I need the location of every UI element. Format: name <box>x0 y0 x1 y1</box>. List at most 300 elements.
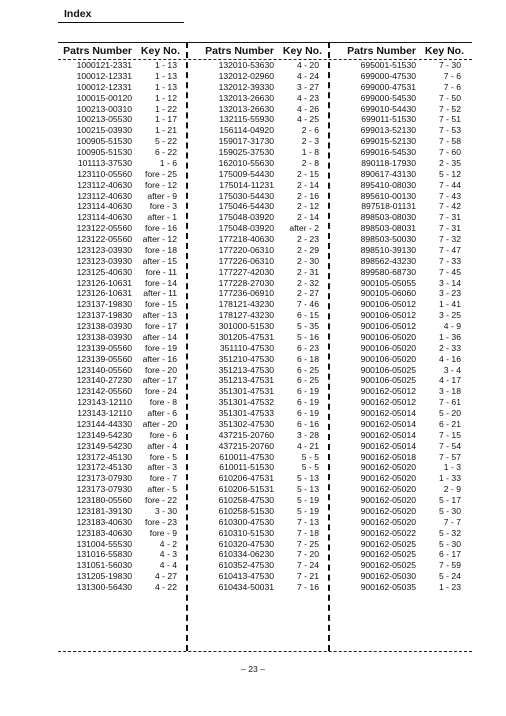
part-number: 351213-47531 <box>218 375 274 386</box>
key-number: 7 - 30 <box>439 60 461 70</box>
key-number: fore - 18 <box>144 244 177 255</box>
key-number: 4 - 9 <box>443 321 461 331</box>
index-row <box>334 549 464 560</box>
part-number: 610320-47530 <box>218 538 274 549</box>
part-number: 900162-05020 <box>360 462 416 473</box>
index-row <box>192 332 322 343</box>
key-number: 7 - 47 <box>439 244 461 255</box>
index-row <box>334 397 464 408</box>
index-row <box>192 549 322 560</box>
key-number: 5 - 32 <box>439 527 461 538</box>
part-number: 900162-05025 <box>360 560 416 571</box>
index-row <box>334 321 464 332</box>
part-number: 100015-00120 <box>76 92 132 103</box>
index-row <box>192 397 322 408</box>
key-number: 3 - 4 <box>443 364 461 375</box>
key-number: 7 - 43 <box>439 190 461 201</box>
part-number: 100213-00310 <box>76 103 132 114</box>
index-row <box>334 114 464 125</box>
key-number: 2 - 8 <box>301 157 319 168</box>
part-number: 351302-47530 <box>218 418 274 429</box>
index-row <box>50 180 180 191</box>
index-row <box>50 256 180 267</box>
index-row <box>192 212 322 223</box>
key-number: 6 - 25 <box>297 364 319 375</box>
key-number: 5 - 30 <box>439 538 461 549</box>
title-underline <box>58 22 184 23</box>
part-number: 610300-47530 <box>218 516 274 527</box>
index-row <box>334 560 464 571</box>
part-number: 699016-54530 <box>360 147 416 157</box>
key-number: fore - 11 <box>145 266 177 277</box>
part-number: 900162-05012 <box>360 397 416 408</box>
part-number: 123112-40630 <box>77 179 132 190</box>
key-number: 6 - 19 <box>297 397 319 408</box>
part-number: 132013-26630 <box>218 103 274 114</box>
index-row <box>50 582 180 593</box>
key-number: 7 - 24 <box>297 560 319 571</box>
key-number: after - 9 <box>147 190 177 201</box>
key-number: 7 - 6 <box>443 81 461 92</box>
part-number: 610310-51530 <box>218 527 274 538</box>
index-row <box>334 60 464 71</box>
key-number: 2 - 16 <box>297 190 319 201</box>
part-number: 175048-03920 <box>218 212 274 223</box>
key-number: 5 - 30 <box>439 505 461 516</box>
key-number: 2 - 30 <box>297 255 319 266</box>
part-number: 131051-56030 <box>76 560 132 571</box>
key-number: 3 - 14 <box>439 277 461 288</box>
key-number: 4 - 4 <box>159 560 177 571</box>
part-number: 351301-47532 <box>218 397 274 408</box>
part-number: 175014-11231 <box>219 179 274 190</box>
index-row <box>334 191 464 202</box>
key-number: after - 12 <box>142 234 177 244</box>
part-number: 100905-51530 <box>76 147 132 157</box>
key-number: 7 - 31 <box>439 212 461 223</box>
index-row <box>50 343 180 354</box>
part-number: 699000-47531 <box>360 81 416 92</box>
key-number: 4 - 27 <box>155 571 177 582</box>
index-row <box>334 180 464 191</box>
part-number: 177228-27030 <box>218 277 274 288</box>
index-row <box>334 495 464 506</box>
index-row <box>192 354 322 365</box>
index-row <box>192 288 322 299</box>
key-number: 5 - 5 <box>301 451 319 462</box>
key-number: fore - 22 <box>144 495 177 505</box>
part-number: 123137-19830 <box>76 299 132 310</box>
part-number: 100215-03930 <box>76 125 132 136</box>
part-number: 132115-55930 <box>219 114 274 125</box>
part-number: 123123-03930 <box>76 244 132 255</box>
part-number: 900105-06060 <box>360 288 416 299</box>
index-row <box>50 201 180 212</box>
index-row <box>50 82 180 93</box>
index-column-2 <box>192 43 322 593</box>
part-number: 900162-05014 <box>360 418 416 429</box>
part-number: 162010-55630 <box>218 157 274 168</box>
part-number: 899580-68730 <box>360 266 416 277</box>
key-number: 5 - 19 <box>297 495 319 505</box>
index-row <box>334 571 464 582</box>
key-number: 1 - 13 <box>155 81 177 92</box>
part-number: 100012-12331 <box>76 70 132 81</box>
part-number: 123181-39130 <box>76 505 132 516</box>
key-number: 5 - 35 <box>297 321 319 331</box>
part-number: 123126-10631 <box>76 288 132 299</box>
key-number: after - 20 <box>142 418 177 429</box>
part-number: 123112-40630 <box>77 190 132 201</box>
index-row <box>192 582 322 593</box>
key-number: after - 4 <box>147 440 177 451</box>
index-row <box>334 419 464 430</box>
key-number: 5 - 22 <box>155 136 177 147</box>
index-row <box>192 452 322 463</box>
key-number: 7 - 32 <box>439 234 461 244</box>
part-number: 175046-54430 <box>218 201 274 212</box>
key-number: 6 - 19 <box>297 408 319 418</box>
index-row <box>192 386 322 397</box>
key-number: after - 14 <box>142 331 177 342</box>
index-row <box>50 114 180 125</box>
part-number: 351213-47530 <box>218 364 274 375</box>
key-number: fore - 8 <box>149 397 177 408</box>
index-row <box>192 191 322 202</box>
index-row <box>50 539 180 550</box>
key-number: 3 - 25 <box>439 310 461 321</box>
key-number: 3 - 30 <box>155 505 177 516</box>
part-number: 900162-05020 <box>360 484 416 495</box>
key-number: fore - 15 <box>144 299 177 310</box>
key-number: 6 - 23 <box>297 342 319 353</box>
key-number: 7 - 57 <box>439 451 461 462</box>
key-number: 7 - 16 <box>297 582 319 592</box>
key-number: fore - 14 <box>144 277 177 288</box>
index-row <box>334 71 464 82</box>
index-row <box>334 288 464 299</box>
index-row <box>50 560 180 571</box>
index-row <box>334 245 464 256</box>
part-number: 123140-27230 <box>76 375 132 386</box>
part-number: 123149-54230 <box>76 440 132 451</box>
key-number: 4 - 3 <box>159 549 177 560</box>
part-number: 610258-47530 <box>218 495 274 505</box>
key-number: 2 - 27 <box>297 288 319 299</box>
part-number: 900162-05020 <box>360 505 416 516</box>
part-number: 175048-03920 <box>218 223 274 234</box>
part-number: 177220-06310 <box>218 244 274 255</box>
key-number: 7 - 46 <box>297 299 319 310</box>
index-row <box>192 245 322 256</box>
key-number: 1 - 8 <box>301 147 319 157</box>
key-number: 2 - 35 <box>439 157 461 168</box>
key-number: 1 - 36 <box>439 331 461 342</box>
key-number: 1 - 3 <box>443 462 461 473</box>
index-row <box>50 93 180 104</box>
key-number: fore - 17 <box>144 321 177 331</box>
key-number: 7 - 60 <box>439 147 461 157</box>
key-number: 2 - 32 <box>297 277 319 288</box>
column-divider <box>328 42 330 651</box>
index-row <box>50 267 180 278</box>
key-number: 4 - 25 <box>297 114 319 125</box>
part-number: 351110-47530 <box>219 342 274 353</box>
part-number: 123172-45130 <box>76 451 132 462</box>
part-number: 301000-51530 <box>218 321 274 331</box>
part-number: 437215-20760 <box>218 429 274 440</box>
part-number: 123126-10631 <box>76 277 132 288</box>
part-number: 351301-47533 <box>218 408 274 418</box>
index-row <box>50 191 180 202</box>
key-number: 1 - 6 <box>159 157 177 168</box>
index-row <box>50 212 180 223</box>
index-row <box>334 343 464 354</box>
index-row <box>192 180 322 191</box>
part-number: 900162-05020 <box>360 495 416 505</box>
part-number: 132012-02960 <box>218 70 274 81</box>
index-row <box>50 506 180 517</box>
index-row <box>192 234 322 245</box>
part-number: 123137-19830 <box>76 310 132 321</box>
index-row <box>192 365 322 376</box>
part-number: 123149-54230 <box>76 429 132 440</box>
key-number: 4 - 16 <box>439 353 461 364</box>
key-number: 5 - 24 <box>439 571 461 582</box>
index-row <box>50 310 180 321</box>
index-row <box>50 375 180 386</box>
part-number: 610413-47530 <box>218 571 274 582</box>
key-number: 1 - 12 <box>155 92 177 103</box>
index-row <box>50 288 180 299</box>
index-row <box>50 223 180 234</box>
part-number: 900162-05030 <box>360 571 416 582</box>
key-number: after - 3 <box>147 462 177 473</box>
key-number: 1 - 13 <box>155 60 177 70</box>
part-number: 900162-05035 <box>360 582 416 592</box>
key-number: after - 2 <box>289 223 319 234</box>
part-number: 699000-54530 <box>360 92 416 103</box>
key-number: after - 15 <box>142 255 177 266</box>
index-row <box>192 136 322 147</box>
index-row <box>334 212 464 223</box>
key-number: 7 - 42 <box>439 201 461 212</box>
key-number: after - 11 <box>143 288 177 299</box>
part-number: 898503-50030 <box>360 234 416 244</box>
part-number: 900162-05020 <box>360 516 416 527</box>
part-number: 123123-03930 <box>76 255 132 266</box>
key-number: 3 - 18 <box>439 386 461 397</box>
page-title: Index <box>64 8 92 20</box>
index-row <box>192 82 322 93</box>
index-row <box>334 299 464 310</box>
index-column-1 <box>50 43 180 593</box>
index-row <box>50 125 180 136</box>
part-number: 895410-08030 <box>360 179 416 190</box>
index-row <box>192 343 322 354</box>
part-number: 123173-07930 <box>76 484 132 495</box>
part-number: 123125-40630 <box>76 266 132 277</box>
index-row <box>50 452 180 463</box>
part-number: 900106-05025 <box>360 364 416 375</box>
part-number: 890617-43130 <box>360 168 416 179</box>
index-row <box>50 332 180 343</box>
key-number: 7 - 50 <box>439 92 461 103</box>
part-number: 897518-01131 <box>361 201 416 212</box>
key-number: 6 - 22 <box>155 147 177 157</box>
index-row <box>50 234 180 245</box>
page-number: – 23 – <box>241 664 265 674</box>
part-number: 610206-51531 <box>218 484 274 495</box>
key-number: fore - 24 <box>144 386 177 397</box>
index-row <box>50 495 180 506</box>
index-row <box>334 310 464 321</box>
part-number: 159025-37530 <box>218 147 274 157</box>
index-row <box>334 506 464 517</box>
key-number: 6 - 17 <box>439 549 461 560</box>
key-number: 5 - 13 <box>297 473 319 484</box>
key-number: fore - 7 <box>149 473 177 484</box>
part-number: 132010-53630 <box>218 60 274 70</box>
key-number: 4 - 21 <box>297 440 319 451</box>
key-number: fore - 19 <box>144 342 177 353</box>
key-number: 1 - 22 <box>155 103 177 114</box>
key-number: 7 - 52 <box>439 103 461 114</box>
index-row <box>334 452 464 463</box>
key-number: 7 - 61 <box>439 397 461 408</box>
index-row <box>192 299 322 310</box>
part-number: 301205-47531 <box>218 331 274 342</box>
index-row <box>334 462 464 473</box>
index-row <box>334 234 464 245</box>
part-number: 131016-55830 <box>76 549 132 560</box>
index-row <box>192 408 322 419</box>
key-number: 5 - 20 <box>439 408 461 418</box>
part-number: 123142-05560 <box>76 386 132 397</box>
index-row <box>192 430 322 441</box>
index-row <box>50 147 180 158</box>
index-row <box>50 299 180 310</box>
key-number: 7 - 15 <box>439 429 461 440</box>
index-row <box>50 71 180 82</box>
part-number: 123110-05560 <box>77 168 132 179</box>
index-row <box>192 419 322 430</box>
part-number: 351301-47531 <box>218 386 274 397</box>
part-number: 177227-42030 <box>218 266 274 277</box>
part-number: 900162-05018 <box>360 451 416 462</box>
part-number: 900106-05012 <box>360 321 416 331</box>
part-number: 610011-47530 <box>219 451 274 462</box>
index-row <box>50 528 180 539</box>
part-number: 900162-05014 <box>360 429 416 440</box>
index-row <box>334 332 464 343</box>
key-number: 5 - 19 <box>297 505 319 516</box>
parts-number-header: Patrs Number <box>347 45 416 57</box>
index-row <box>50 408 180 419</box>
part-number: 900162-05020 <box>360 473 416 484</box>
part-number: 123122-05560 <box>76 223 132 234</box>
part-number: 900106-05020 <box>360 353 416 364</box>
part-number: 900162-05012 <box>360 386 416 397</box>
parts-number-header: Patrs Number <box>63 45 132 57</box>
index-row <box>192 517 322 528</box>
key-number: 6 - 21 <box>439 418 461 429</box>
index-row <box>50 419 180 430</box>
index-row <box>50 321 180 332</box>
part-number: 437215-20760 <box>218 440 274 451</box>
key-number: 2 - 3 <box>301 136 319 147</box>
index-row <box>192 169 322 180</box>
index-column-3 <box>334 43 464 593</box>
part-number: 900162-05025 <box>360 549 416 560</box>
index-row <box>192 441 322 452</box>
index-row <box>50 386 180 397</box>
index-row <box>192 462 322 473</box>
part-number: 177218-40630 <box>218 234 274 244</box>
key-number: 7 - 33 <box>439 255 461 266</box>
part-number: 890118-17930 <box>361 157 416 168</box>
key-number: after - 6 <box>147 408 177 418</box>
index-row <box>192 71 322 82</box>
index-row <box>192 114 322 125</box>
key-number: fore - 25 <box>144 168 177 179</box>
key-number: fore - 6 <box>149 429 177 440</box>
index-row <box>334 484 464 495</box>
index-row <box>334 158 464 169</box>
index-row <box>334 278 464 289</box>
part-number: 900162-05014 <box>360 440 416 451</box>
key-number: 1 - 23 <box>439 582 461 592</box>
key-number: 6 - 15 <box>297 310 319 321</box>
key-number: 5 - 13 <box>297 484 319 495</box>
key-number: 2 - 23 <box>297 234 319 244</box>
key-number: 4 - 2 <box>159 538 177 549</box>
index-row <box>334 223 464 234</box>
key-number: 3 - 28 <box>297 429 319 440</box>
index-row <box>334 441 464 452</box>
key-number: 2 - 29 <box>297 244 319 255</box>
part-number: 123139-05560 <box>76 342 132 353</box>
key-number: 4 - 22 <box>155 582 177 592</box>
part-number: 177226-06310 <box>218 255 274 266</box>
part-number: 123140-05560 <box>76 364 132 375</box>
key-number: 7 - 25 <box>297 538 319 549</box>
index-row <box>50 397 180 408</box>
index-row <box>50 517 180 528</box>
part-number: 131300-56430 <box>76 582 132 592</box>
part-number: 123183-40630 <box>76 516 132 527</box>
part-number: 699015-52130 <box>360 136 416 147</box>
key-number: 7 - 44 <box>439 179 461 190</box>
key-number: 7 - 20 <box>297 549 319 560</box>
part-number: 132012-39330 <box>218 81 274 92</box>
part-number: 610206-47531 <box>218 473 274 484</box>
key-number: 7 - 53 <box>439 125 461 136</box>
key-number: fore - 12 <box>144 179 177 190</box>
part-number: 123114-40630 <box>77 212 132 223</box>
index-row <box>192 375 322 386</box>
index-row <box>50 136 180 147</box>
index-row <box>192 267 322 278</box>
key-number: fore - 9 <box>149 527 177 538</box>
part-number: 100213-05530 <box>76 114 132 125</box>
key-number: 2 - 14 <box>297 212 319 223</box>
index-row <box>50 354 180 365</box>
key-number: 1 - 17 <box>155 114 177 125</box>
key-number: 5 - 17 <box>439 495 461 505</box>
index-row <box>334 517 464 528</box>
part-number: 123173-07930 <box>76 473 132 484</box>
